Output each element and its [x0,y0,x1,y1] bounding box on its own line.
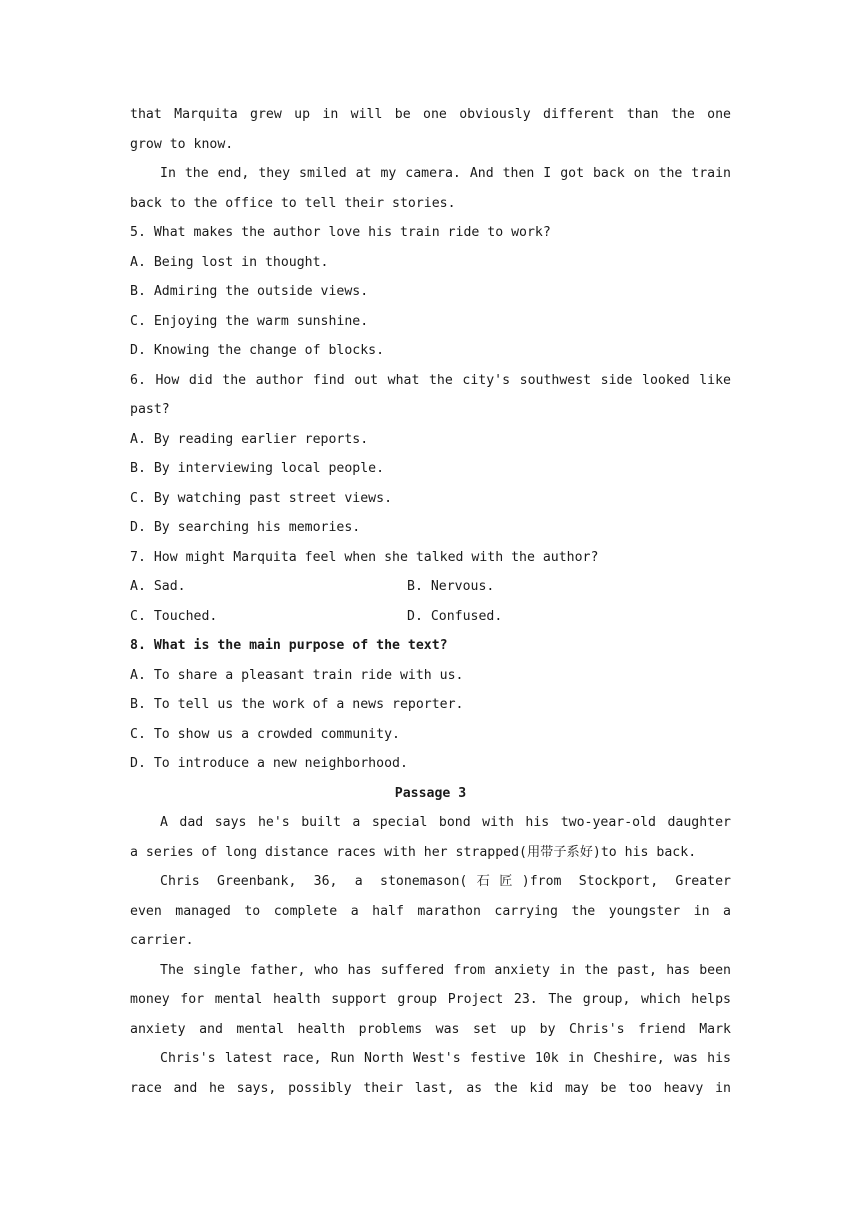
option-b: B. By interviewing local people. [130,461,385,476]
option-a: A. By reading earlier reports. [130,431,369,447]
paragraph-line: money for mental health support group Project 23. The group, which helps [130,992,731,1007]
question-5 [130,218,731,366]
paragraph-line: that Marquita grew up in will be one obviously different than the one [130,107,731,122]
option-b: B. Admiring the outside views. [130,284,369,299]
option-c: C. By watching past street views. [130,490,393,506]
option-b: B. To tell us the work of a news reporter. [130,697,464,712]
option-d: D. Knowing the change of blocks. [130,343,385,358]
option-a: A. To share a pleasant train ride with us. [130,667,464,683]
paragraph-line: race and he says, possibly their last, as the kid may be too heavy in [130,1080,731,1096]
paragraph-line: a series of long distance races with her strapped(用带子系好)to his back. [130,844,697,860]
paragraph-line: The single father, who has suffered from anxiety in the past, has been [160,962,731,978]
question-stem: 6. How did the author find out what the city's southwest side looked like [130,372,731,388]
paragraph-line: anxiety and mental health problems was set up by Chris's friend Mark [130,1021,731,1037]
options-row [130,572,731,602]
paragraph-line: In the end, they smiled at my camera. And then I got back on the train [160,166,731,181]
question-8 [130,631,731,779]
passage-title: Passage 3 [394,785,467,801]
question-stem: 5. What makes the author love his train ride to work? [130,225,551,240]
paragraph-line: Chris's latest race, Run North West's festive 10k in Cheshire, was his [160,1051,731,1066]
option-c: C. To show us a crowded community. [130,726,400,742]
document-page [130,100,731,1103]
paragraph-line: carrier. [130,933,194,948]
question-7 [130,543,731,632]
paragraph-line: even managed to complete a half marathon carrying the youngster in a [130,903,731,919]
passage-2-ending [130,100,731,218]
option-a: A. Being lost in thought. [130,254,329,270]
paragraph-line: A dad says he's built a special bond with his two-year-old daughter [160,815,731,830]
option-c: C. Touched. [130,608,218,624]
question-stem: 7. How might Marquita feel when she talked with the author? [130,549,599,565]
question-6 [130,366,731,543]
option-b: B. Nervous. [407,579,495,594]
paragraph-line: Chris Greenbank, 36, a stonemason(石匠)from Stockport, Greater [160,874,731,889]
paragraph-line: back to the office to tell their stories. [130,195,456,211]
option-a: A. Sad. [130,579,186,594]
option-d: D. Confused. [407,608,503,624]
question-stem-continued: past? [130,402,170,417]
option-d: D. By searching his memories. [130,520,361,535]
option-d: D. To introduce a new neighborhood. [130,756,408,771]
passage-3 [130,779,731,1104]
option-c: C. Enjoying the warm sunshine. [130,313,369,329]
question-stem: 8. What is the main purpose of the text? [130,638,448,653]
paragraph-line: grow to know. [130,136,234,152]
options-row [130,602,731,632]
